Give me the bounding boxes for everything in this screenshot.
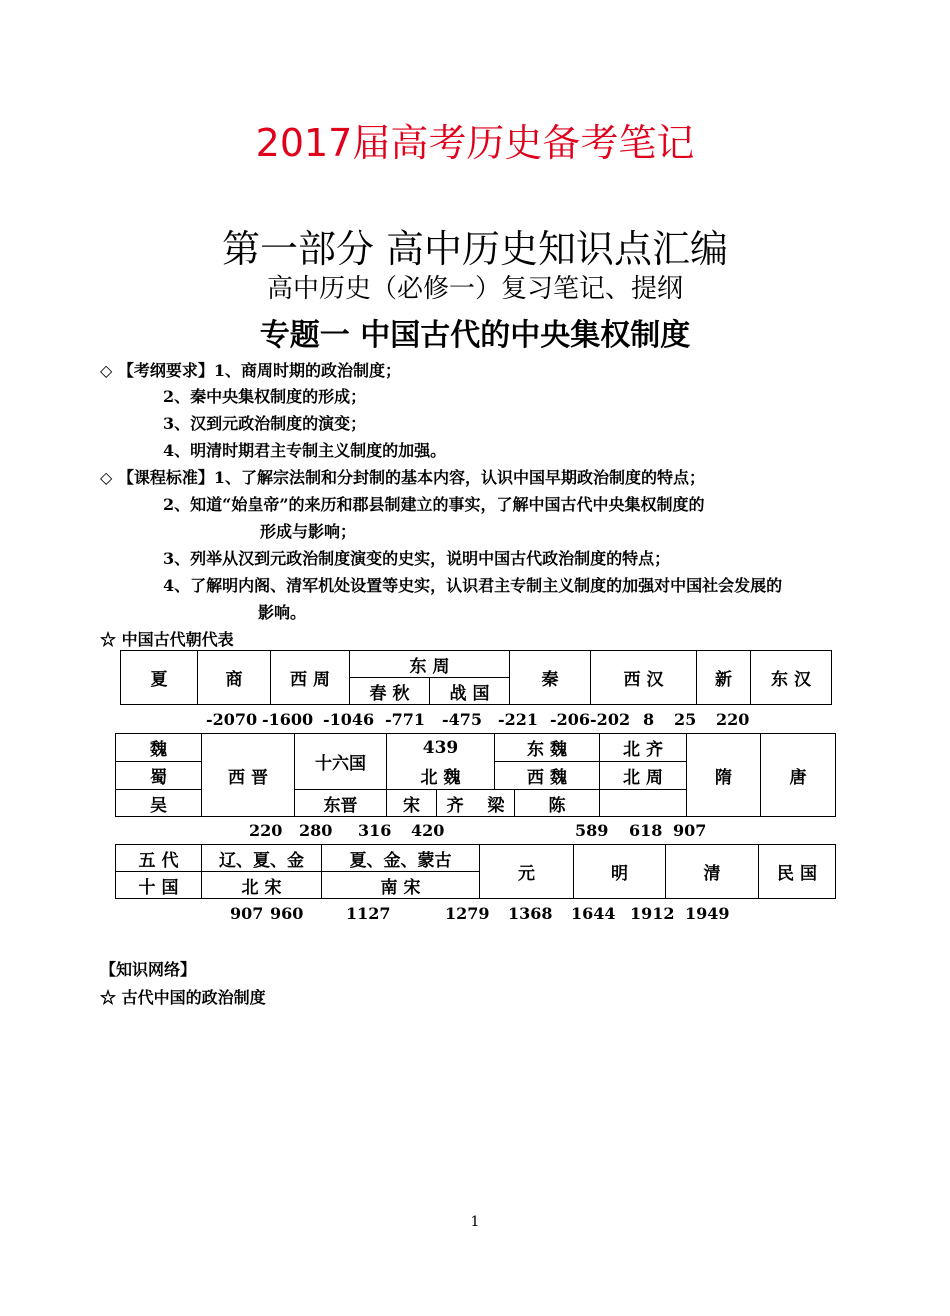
cell-sui: 隋 [687,734,761,817]
year-label: 960 [270,904,304,923]
year-label: 1912 [630,904,675,923]
year-label: 907 [673,821,707,840]
cell-wei: 魏 [116,734,202,762]
year-label: 420 [411,821,445,840]
document-title: 2017届高考历史备考笔记 [255,121,695,165]
cell-chunqiu: 春 秋 [350,678,430,705]
cell-zhanguo: 战 国 [430,678,510,705]
cell-minguo: 民 国 [759,845,836,899]
dynasty-table-heading: ☆ 中国古代朝代表 [100,630,234,649]
cell-beisong: 北 宋 [202,872,322,899]
cell-xihan: 西 汉 [591,651,697,705]
cell-liaoxiajin: 辽、夏、金 [202,845,322,872]
year-label: 316 [358,821,392,840]
cell-xizhou: 西 周 [271,651,350,705]
year-label: 618 [629,821,663,840]
year-label: -771 [385,710,426,729]
cell-qi: 齐 [446,795,464,816]
exam-requirement-item: 3、汉到元政治制度的演变； [163,414,367,433]
curriculum-standard-item: 3、列举从汉到元政治制度演变的史实，说明中国古代政治制度的特点； [163,549,671,568]
knowledge-network-heading: 【知识网络】 [100,960,197,979]
cell-dongwei: 东 魏 [495,734,600,762]
page-number: 1 [470,1214,480,1230]
year-label: 1368 [508,904,553,923]
cell-yuan: 元 [480,845,574,899]
year-label: 1644 [571,904,616,923]
years-row-1 [0,710,950,730]
cell-xiwei: 西 魏 [495,762,600,790]
cell-dongzhou: 东 周 [350,651,510,678]
part-title: 第一部分 高中历史知识点汇编 [221,227,729,271]
year-label: 25 [674,710,697,729]
year-label: -1046 [323,710,375,729]
exam-requirement-item: 4、明清时期君主专制主义制度的加强。 [163,441,447,460]
cell-dongjin: 东晋 [295,790,387,817]
year-label: 1279 [445,904,490,923]
exam-requirement-item: 2、秦中央集权制度的形成； [163,387,367,406]
cell-beiqi: 北 齐 [600,734,687,762]
year-label: 220 [716,710,750,729]
year-label: -475 [442,710,483,729]
curriculum-standard-item: 影响。 [258,603,307,622]
cell-wudai: 五 代 [116,845,202,872]
exam-requirements-label: ◇ 【考纲要求】1、商周时期的政治制度； [100,361,402,380]
year-label: -1600 [262,710,314,729]
cell-nansong: 南 宋 [322,872,480,899]
year-label: 1127 [346,904,391,923]
dynasty-table-1 [120,650,832,705]
cell-xijin: 西 晋 [202,734,295,817]
curriculum-standards-label: ◇ 【课程标准】1、了解宗法制和分封制的基本内容，认识中国早期政治制度的特点； [100,468,706,487]
cell-liang: 梁 [487,795,505,816]
dynasty-table-3 [115,844,836,899]
curriculum-standard-item: 4、了解明内阁、清军机处设置等史实，认识君主专制主义制度的加强对中国社会发展的 [163,576,783,595]
year-label: 589 [575,821,609,840]
topic-title: 专题一 中国古代的中央集权制度 [259,318,691,353]
year-label: 8 [643,710,655,729]
year-label: 1949 [685,904,730,923]
year-label: -2070 [206,710,258,729]
dynasty-table-2 [115,733,836,817]
year-label: 280 [299,821,333,840]
cell-donghan: 东 汉 [751,651,832,705]
curriculum-standard-item: 形成与影响； [260,522,357,541]
cell-qin: 秦 [510,651,591,705]
year-label: 907 [230,904,264,923]
cell-xin: 新 [697,651,751,705]
cell-song: 宋 [387,790,437,817]
cell-ming: 明 [574,845,666,899]
cell-qing: 清 [666,845,759,899]
cell-shiliuguo: 十六国 [295,734,387,790]
cell-year-439: 439 [387,734,495,762]
cell-shu: 蜀 [116,762,202,790]
knowledge-network-item: ☆ 古代中国的政治制度 [100,988,266,1007]
cell-beiwei: 北 魏 [387,762,495,790]
year-label: 220 [249,821,283,840]
cell-tang: 唐 [761,734,836,817]
cell-xia: 夏 [121,651,198,705]
curriculum-standard-item: 2、知道“始皇帝”的来历和郡县制建立的事实，了解中国古代中央集权制度的 [163,495,705,514]
year-label: -221 [498,710,539,729]
year-label: -206-202 [550,710,631,729]
years-row-3 [0,904,950,924]
cell-shang: 商 [198,651,271,705]
cell-shiguo: 十 国 [116,872,202,899]
cell-chen: 陈 [515,790,600,817]
cell-wu: 吴 [116,790,202,817]
cell-qi-liang [437,790,515,817]
cell-xiajinmenggu: 夏、金、蒙古 [322,845,480,872]
subtitle: 高中历史（必修一）复习笔记、提纲 [266,274,683,304]
cell-empty [600,790,687,817]
years-row-2 [0,821,950,841]
cell-beizhou: 北 周 [600,762,687,790]
